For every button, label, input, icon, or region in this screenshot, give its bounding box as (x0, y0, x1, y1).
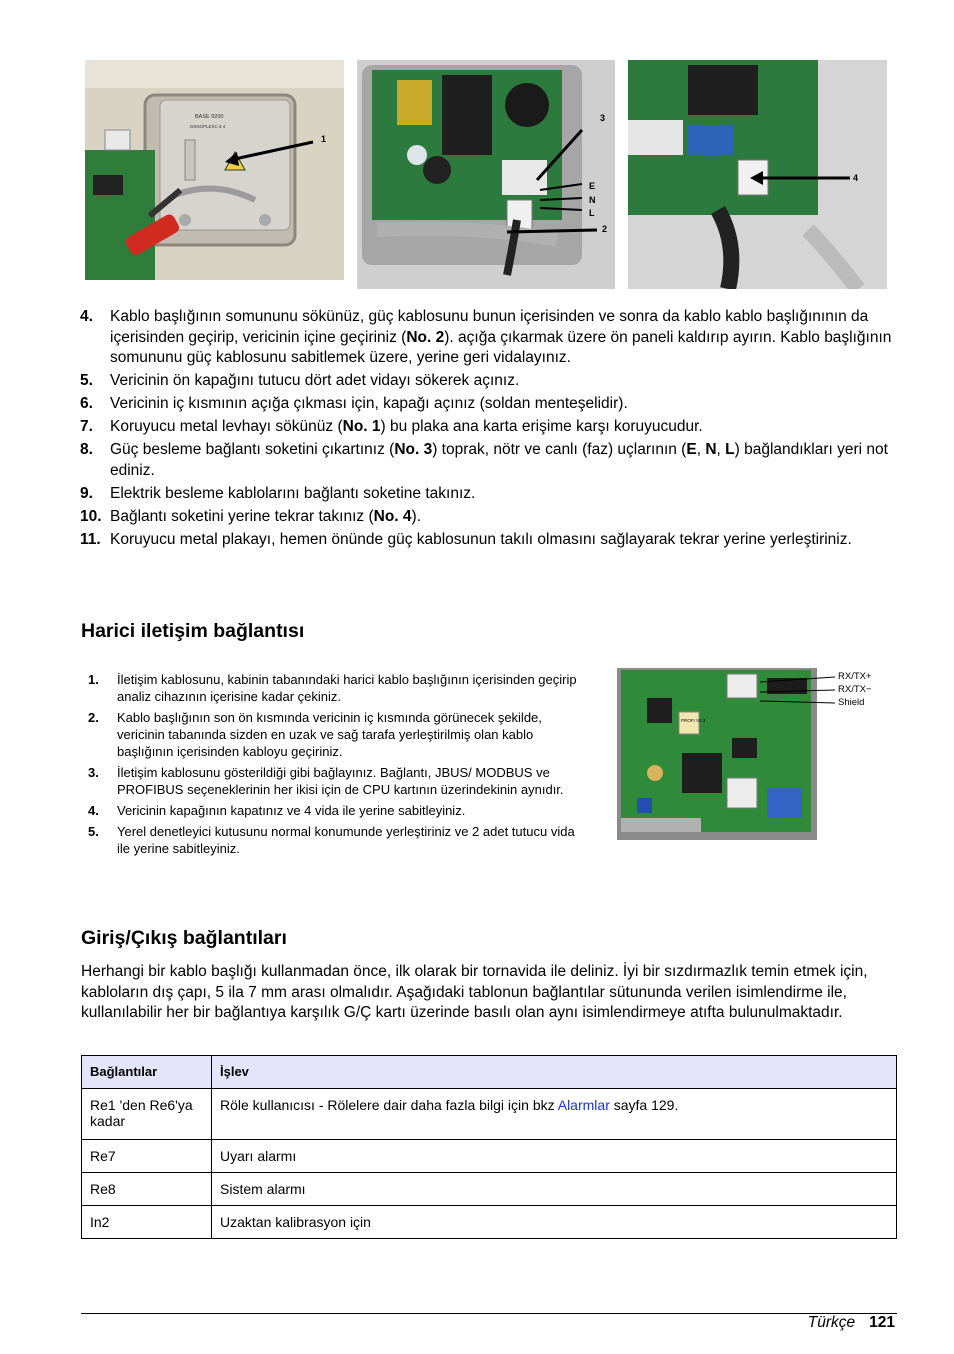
label-rx-tx-minus: RX/TX− (838, 684, 872, 695)
io-paragraph: Herhangi bir kablo başlığı kullanmadan önce, ilk olarak bir tornavida ile deliniz. İyi bir sızdırmazlık temin etmek için, kabloların dış çapı, 5 ila 7 mm arası olmalıdır. Aşağıdaki tablonun bağlantılar sütununda verilen isimlendirme ile, kullanılabilir her bir bağlantıya karşılık G/Ç kartı üzerinde basılı olan aynı isimlendirmeye atıfta bulunulmaktadır. (81, 963, 868, 1021)
external-steps (88, 671, 588, 861)
label-shield: Shield (838, 697, 865, 708)
callout-2: 2 (602, 224, 608, 234)
heading-io-connections: Giriş/Çıkış bağlantıları (81, 927, 287, 949)
step-7: 7. Koruyucu metal levhayı sökünüz (No. 1) bu plaka ana karta erişime karşı koruyucudur. (80, 418, 703, 435)
power-steps (80, 307, 900, 553)
cpu-board-labels (838, 670, 872, 709)
table-row: Re8 Sistem alarmı (82, 1173, 897, 1206)
callout-e: E (589, 181, 596, 191)
step-5: 5. Vericinin ön kapağını tutucu dört adet vidayı sökerek açınız. (80, 372, 520, 389)
heading-external-communication: Harici iletişim bağlantısı (81, 620, 305, 642)
label-rx-tx-plus: RX/TX+ (838, 671, 872, 682)
page-number: 121 (869, 1314, 895, 1331)
external-step-3: 3. İletişim kablosunu gösterildiği gibi bağlayınız. Bağlantı, JBUS/ MODBUS ve PROFIBUS seçeneklerinin her ikisi için de CPU kartının üzerindekinin aynıdır. (88, 765, 564, 797)
io-table (81, 1055, 897, 1239)
callout-3: 3 (600, 113, 606, 123)
callout-1: 1 (321, 134, 327, 144)
step-9: 9. Elektrik besleme kablolarını bağlantı soketine takınız. (80, 484, 476, 502)
callout-n: N (589, 195, 596, 205)
footer-language: Türkçe (807, 1314, 856, 1331)
external-step-2: 2. Kablo başlığının son ön kısmında vericinin iç kısmında görünecek şekilde, vericinin tabanında sizden en uzak ve sağ tarafa yerleştirilmiş olan kablo başlığının içerisinden kabloyu geçiriniz. (88, 710, 542, 759)
page-footer (808, 1314, 895, 1332)
plate-model: BASE 9200 (195, 114, 224, 120)
callout-l: L (589, 208, 595, 218)
photo-metal-plate (85, 60, 344, 280)
step-8: 8. Güç besleme bağlantı soketini çıkartınız (No. 3) toprak, nötr ve canlı (faz) uçlarının (E, N, L) bağlandıkları yeri not ediniz. (80, 441, 888, 479)
table-header-row (82, 1056, 897, 1089)
table-header-function: İşlev (212, 1056, 897, 1089)
step-11: 11. Koruyucu metal plakayı, hemen önünde güç kablosunun takılı olmasını sağlayarak tekrar yerine yerleştiriniz. (80, 530, 852, 548)
table-header-connections: Bağlantılar (82, 1056, 212, 1089)
table-row: Re7 Uyarı alarmı (82, 1140, 897, 1173)
step-4: 4. Kablo başlığının somununu sökünüz, güç kablosunu bunun içerisinden ve sonra da kablo kablo başlığınının da içerisinden geçirip, vericinin içine geçiriniz (No. 2). açığa çıkarmak üzere ön paneli kaldırıp ayırın. Kablo başlığının somununu güç kablosunu sabitlemek üzere, yerine geri vidalayınız. (80, 308, 892, 366)
board-chip-label: PROFI V2.3 (681, 718, 706, 723)
table-row: In2 Uzaktan kalibrasyon için (82, 1206, 897, 1239)
footer-rule (81, 1313, 897, 1314)
external-step-4: 4. Vericinin kapağının kapatınız ve 4 vida ile yerine sabitleyiniz. (88, 803, 466, 818)
alarms-link[interactable]: Alarmlar (557, 1097, 610, 1113)
external-step-1: 1. İletişim kablosunu, kabinin tabanındaki harici kablo başlığının içerisinden geçirip analiz cihazının içerisine kadar çekiniz. (88, 672, 577, 704)
external-step-5: 5. Yerel denetleyici kutusunu normal konumunde yerleştiriniz ve 2 adet tutucu vida ile yerine sabitleyiniz. (88, 824, 575, 856)
photo-power-board (357, 60, 615, 289)
photo-connector (628, 60, 887, 289)
table-row: Re1 'den Re6'ya kadar Röle kullanıcısı - Rölelere dair daha fazla bilgi için bkz Alarmlar sayfa 129. (82, 1089, 897, 1140)
plate-line: DSNOPLEXC 8 4 (190, 124, 226, 129)
step-10: 10. Bağlantı soketini yerine tekrar takınız (No. 4). (80, 507, 421, 525)
cpu-label-leaders (760, 668, 840, 713)
callout-4: 4 (853, 173, 859, 183)
step-6: 6. Vericinin iç kısmının açığa çıkması için, kapağı açınız (soldan menteşelidir). (80, 395, 628, 412)
